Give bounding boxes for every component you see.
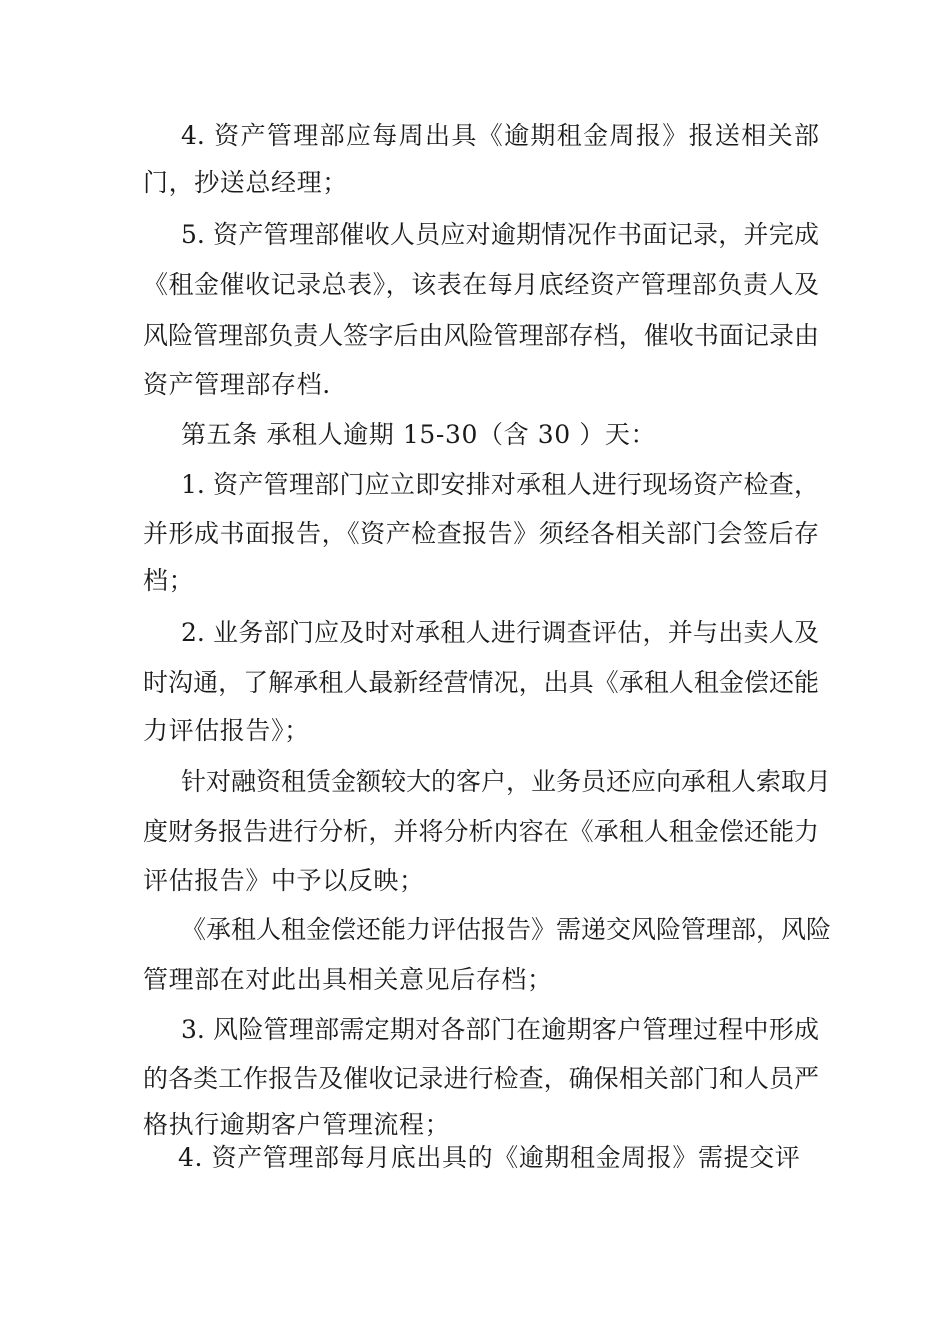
text-line: 力评估报告》； — [143, 716, 310, 745]
text-line: 评估报告》中予以反映； — [143, 866, 425, 895]
text-line: 管理部在对此出具相关意见后存档； — [143, 965, 553, 994]
text-line: 5. 资产管理部催收人员应对逾期情况作书面记录，并完成 — [181, 220, 819, 249]
text-line: 《租金催收记录总表》，该表在每月底经资产管理部负责人及 — [143, 270, 819, 299]
text-line: 格执行逾期客户管理流程； — [143, 1110, 451, 1139]
text-line: 档； — [143, 566, 195, 595]
text-line: 并形成书面报告，《资产检查报告》须经各相关部门会签后存 — [143, 519, 819, 548]
text-line: 门，抄送总经理； — [143, 168, 348, 197]
text-line: 2. 业务部门应及时对承租人进行调查评估，并与出卖人及 — [181, 618, 819, 647]
text-line: 《承租人租金偿还能力评估报告》需递交风险管理部，风险 — [181, 915, 832, 944]
text-line: 资产管理部存档. — [143, 370, 331, 399]
text-line: 的各类工作报告及催收记录进行检查，确保相关部门和人员严 — [143, 1064, 819, 1093]
section-heading: 第五条 承租人逾期 15-30（含 30 ）天： — [181, 420, 657, 449]
text-line: 风险管理部负责人签字后由风险管理部存档，催收书面记录由 — [143, 321, 819, 350]
text-line: 1. 资产管理部门应立即安排对承租人进行现场资产检查， — [181, 470, 819, 499]
text-line: 针对融资租赁金额较大的客户，业务员还应向承租人索取月 — [181, 767, 832, 796]
text-line: 4. 资产管理部每月底出具的《逾期租金周报》需提交评 — [178, 1143, 801, 1172]
text-line: 度财务报告进行分析，并将分析内容在《承租人租金偿还能力 — [143, 817, 819, 846]
text-line: 4. 资产管理部应每周出具《逾期租金周报》报送相关部 — [181, 121, 819, 150]
text-line: 时沟通，了解承租人最新经营情况，出具《承租人租金偿还能 — [143, 668, 819, 697]
text-line: 3. 风险管理部需定期对各部门在逾期客户管理过程中形成 — [181, 1015, 819, 1044]
